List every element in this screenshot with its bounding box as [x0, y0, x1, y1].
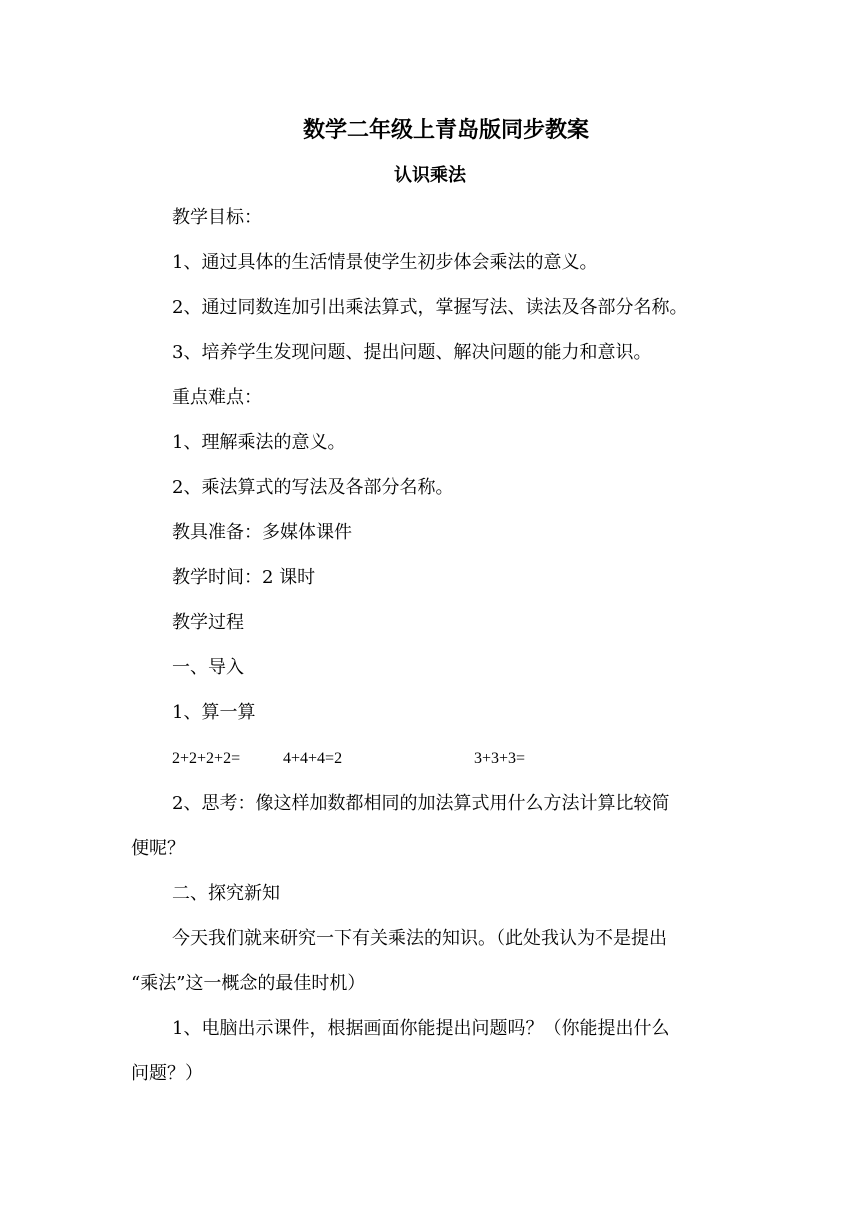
objective-item-3: 3、培养学生发现问题、提出问题、解决问题的能力和意识。: [172, 342, 652, 363]
step-computer-line-2: 问题？）: [131, 1063, 203, 1084]
paragraph-line-2: “乘法”这一概念的最佳时机）: [131, 973, 366, 994]
subsection-heading-explore: 二、探究新知: [172, 883, 280, 904]
section-heading-process: 教学过程: [172, 612, 244, 633]
subsection-heading-intro: 一、导入: [172, 657, 244, 678]
step-computer-line-1: 1、电脑出示课件，根据画面你能提出问题吗？（你能提出什么: [172, 1018, 670, 1039]
section-heading-objectives: 教学目标：: [172, 207, 262, 228]
paragraph-line-1: 今天我们就来研究一下有关乘法的知识。（此处我认为不是提出: [172, 928, 667, 949]
key-point-item-2: 2、乘法算式的写法及各部分名称。: [172, 477, 454, 498]
document-subtitle: 认识乘法: [394, 165, 466, 186]
calculation-3: 3+3+3=: [474, 750, 526, 767]
section-heading-key-points: 重点难点：: [172, 387, 262, 408]
step-heading-calculate: 1、算一算: [172, 702, 256, 723]
teaching-time-line: 教学时间：2 课时: [172, 567, 316, 588]
calculation-1: 2+2+2+2=: [172, 750, 241, 767]
objective-item-1: 1、通过具体的生活情景使学生初步体会乘法的意义。: [172, 252, 598, 273]
teaching-aids-line: 教具准备：多媒体课件: [172, 522, 352, 543]
document-title: 数学二年级上青岛版同步教案: [302, 118, 589, 143]
think-question-line-2: 便呢？: [131, 838, 185, 859]
calculation-2: 4+4+4=2: [283, 750, 343, 767]
think-question-line-1: 2、思考：像这样加数都相同的加法算式用什么方法计算比较简: [172, 793, 670, 814]
objective-item-2: 2、通过同数连加引出乘法算式，掌握写法、读法及各部分名称。: [172, 297, 688, 318]
key-point-item-1: 1、理解乘法的意义。: [172, 432, 346, 453]
